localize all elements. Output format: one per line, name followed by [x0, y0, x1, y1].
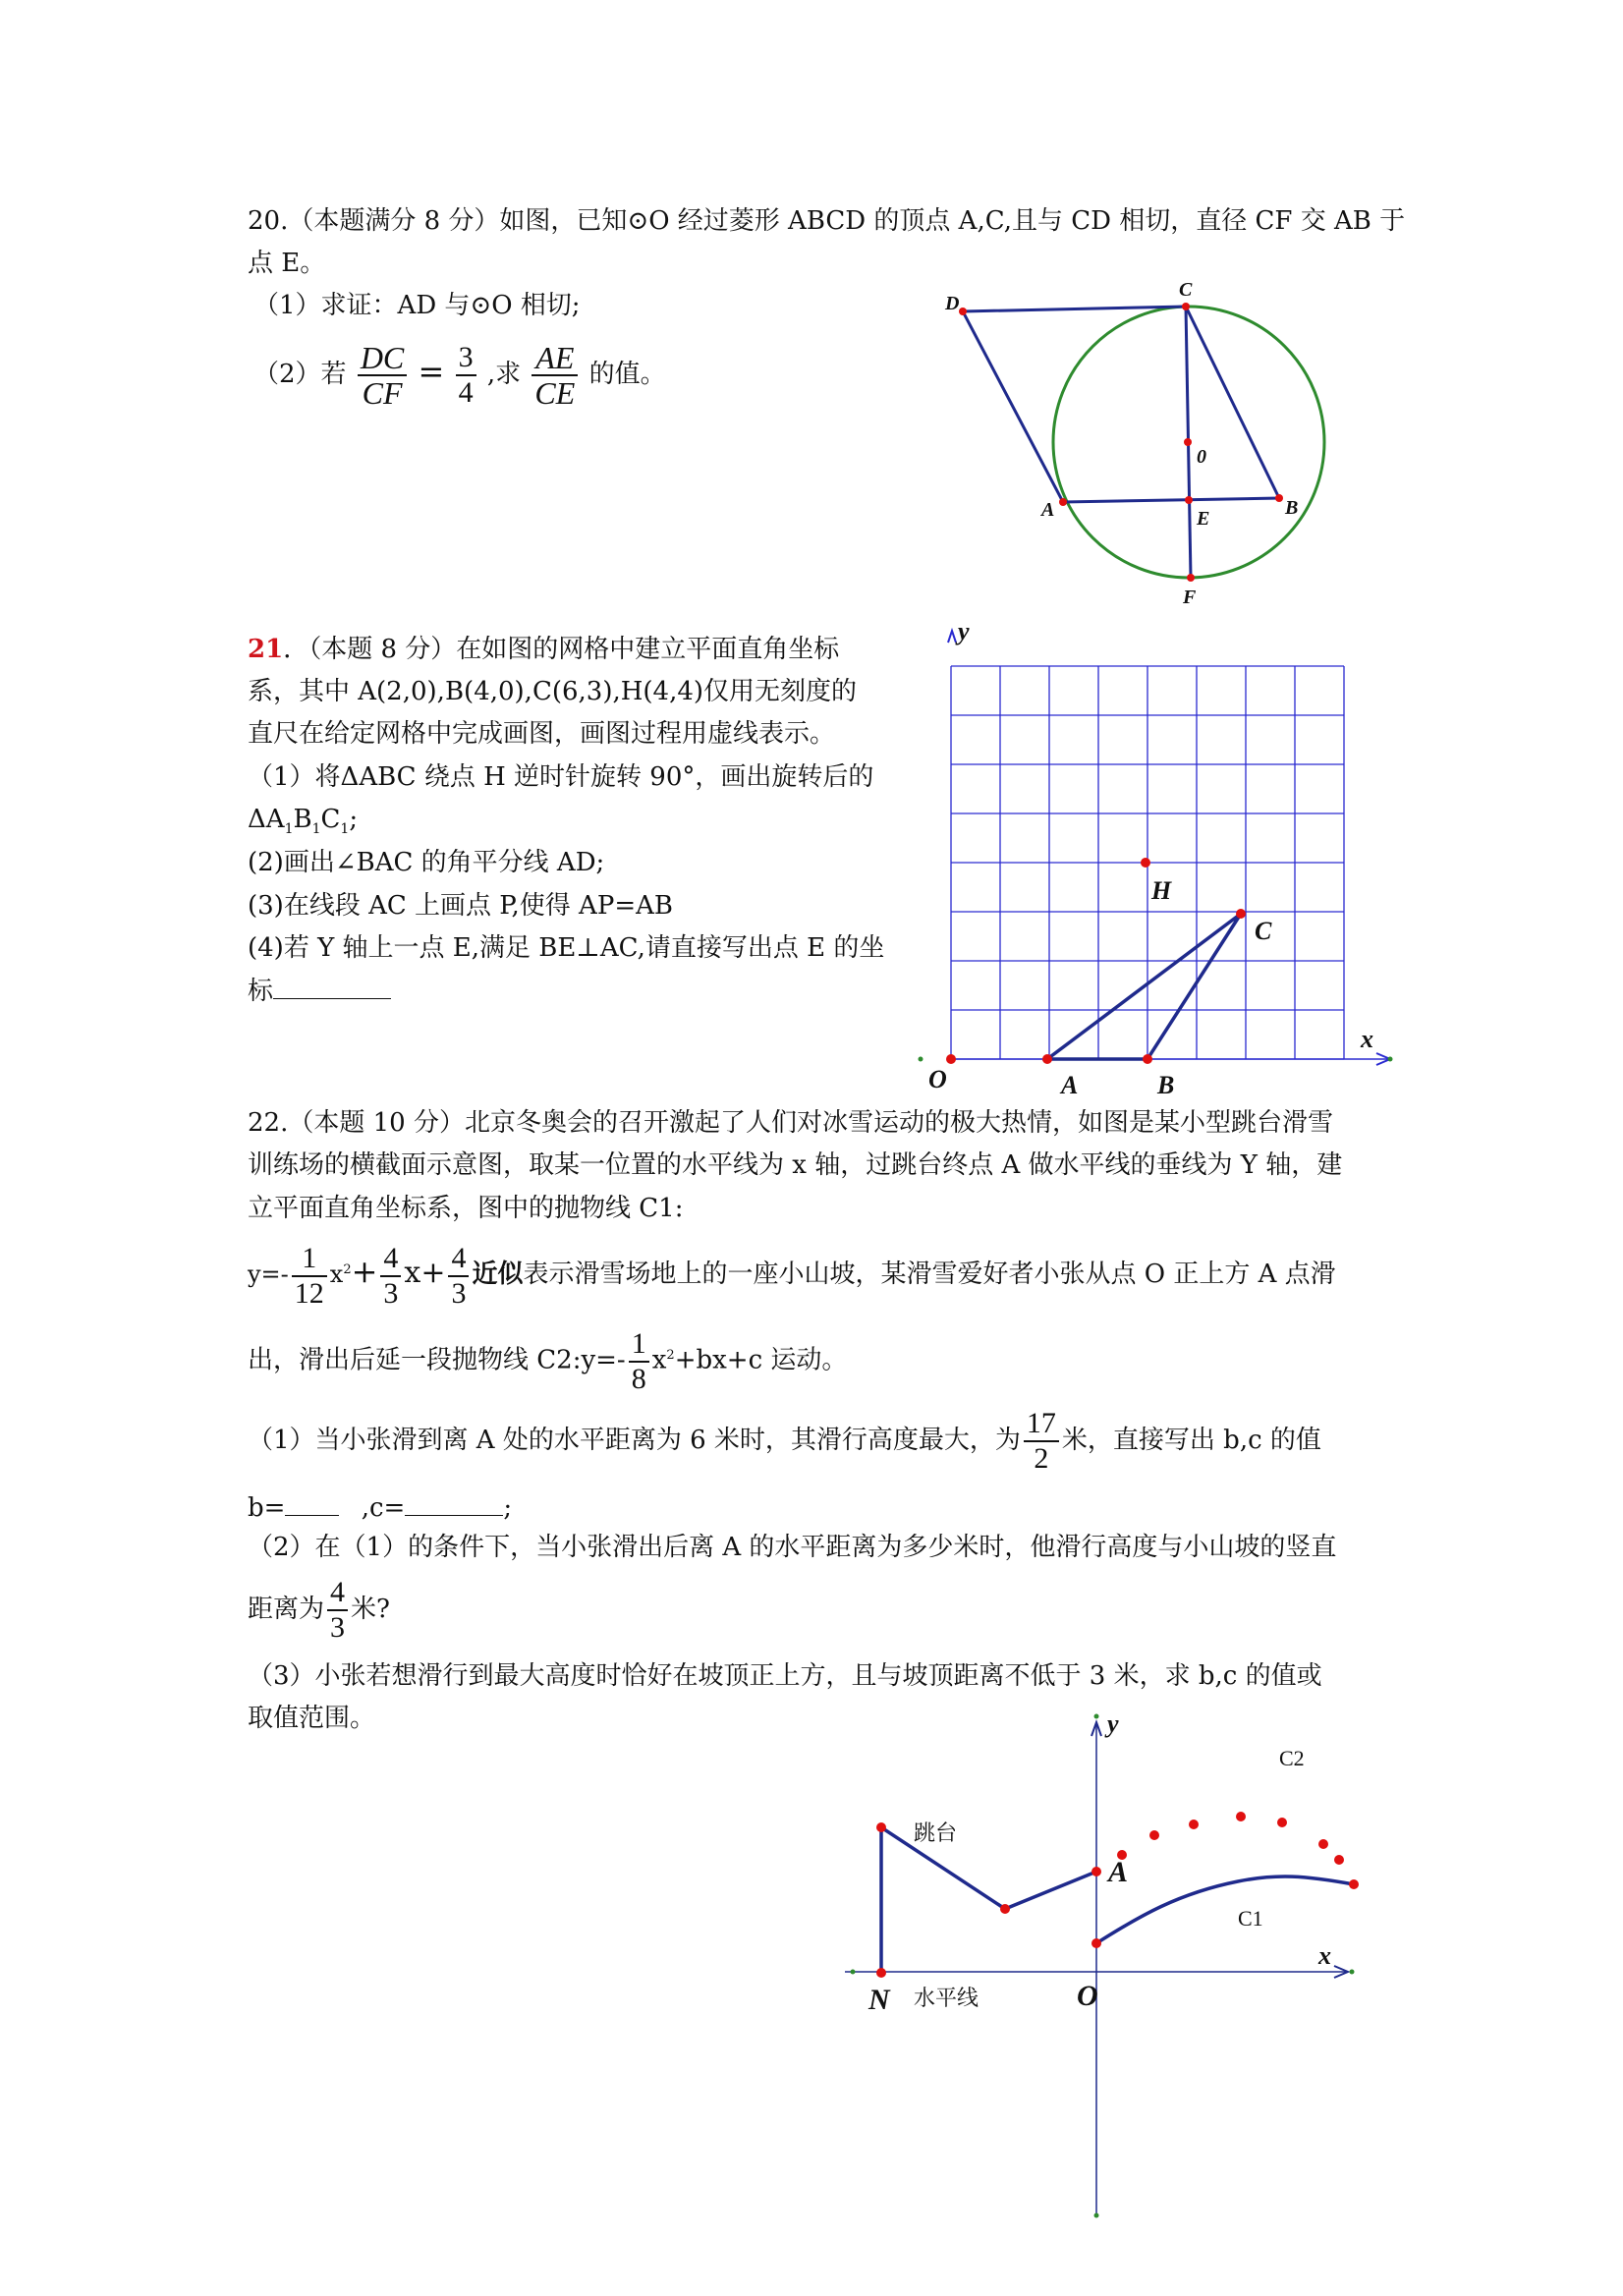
q20-line2: 点 E。 — [248, 249, 326, 278]
eq-rest-text: +bx+c 运动。 — [674, 1345, 848, 1375]
point-h — [1141, 858, 1150, 868]
answer-blank-b — [285, 1489, 339, 1516]
eq-text: 出，滑出后延一段抛物线 C2:y=- — [248, 1345, 626, 1375]
label-a: A — [1061, 1071, 1079, 1099]
q21-line3: 直尺在给定网格中完成画图，画图过程用虚线表示。 — [248, 719, 836, 749]
q22-line3: 立平面直角坐标系，图中的抛物线 C1: — [248, 1194, 684, 1223]
triangle-abc — [1047, 914, 1241, 1059]
frac-numerator: 4 — [380, 1242, 401, 1277]
answer-blank-c — [405, 1489, 503, 1516]
c2-point — [1277, 1818, 1287, 1827]
subscript: 1 — [340, 821, 350, 838]
frac-denominator: 8 — [631, 1362, 646, 1395]
superscript: 2 — [343, 1262, 352, 1277]
q21-line1-text: ．（本题 8 分）在如图的网格中建立平面直角坐标 — [283, 635, 840, 664]
q21-line2: 系，其中 A(2,0),B(4,0),C(6,3),H(4,4)仅用无刻度的 — [248, 677, 858, 706]
frac-denominator: 12 — [294, 1276, 324, 1310]
q21-line7: (3)在线段 AC 上画点 P,使得 AP=AB — [248, 891, 673, 921]
q22-equation-c1 — [248, 1229, 1336, 1316]
frac-1-8 — [629, 1327, 649, 1396]
q21-line9-text: 标 — [248, 977, 274, 1006]
point-valley — [1000, 1904, 1010, 1914]
q21-number: 21 — [248, 635, 284, 664]
point-c1-end — [1349, 1879, 1359, 1889]
frac-numerator: 4 — [448, 1242, 469, 1277]
q20-part2-prefix: （2）若 — [253, 360, 347, 389]
frac-17-2 — [1024, 1407, 1059, 1476]
q22-part2-line1: （2）在（1）的条件下，当小张滑出后离 A 的水平距离为多少米时，他滑行高度与小山坡的竖直 — [248, 1533, 1337, 1562]
point-a — [1042, 1054, 1052, 1064]
c2-point — [1149, 1830, 1159, 1840]
label-o: 0 — [1197, 446, 1206, 468]
frac-denominator: CF — [362, 375, 403, 411]
axis-end-dot — [1388, 1057, 1393, 1062]
point-a — [1091, 1867, 1101, 1876]
part2-text-b: 米? — [351, 1595, 390, 1624]
axis-end-dot — [1094, 2213, 1099, 2218]
q21-c: C — [320, 805, 341, 834]
axis-end-dot — [851, 1970, 856, 1975]
q22-line1: 22.（本题 10 分）北京冬奥会的召开激起了人们对冰雪运动的极大热情，如图是某小型跳台滑雪 — [248, 1108, 1333, 1138]
q22-part3-line2: 取值范围。 — [248, 1704, 376, 1733]
point-c1-start — [1091, 1938, 1101, 1948]
q22-part3-line1: （3）小张若想滑行到最大高度时恰好在坡顶正上方，且与坡顶距离不低于 3 米，求 b,c 的值或 — [248, 1661, 1322, 1691]
frac-denominator: 2 — [1034, 1442, 1049, 1475]
b-label: b= — [248, 1493, 286, 1523]
frac-denominator: 3 — [451, 1276, 467, 1310]
label-o: O — [1077, 1980, 1098, 2012]
curve-c1 — [1096, 1876, 1354, 1943]
y-axis-arrow-icon — [948, 631, 956, 643]
eq-x: x — [329, 1260, 344, 1288]
frac-denominator: 3 — [330, 1611, 346, 1644]
label-shuipingxian: 水平线 — [914, 1986, 979, 2010]
q21-line6: (2)画出∠BAC 的角平分线 AD; — [248, 848, 605, 877]
q20-mid-text: ,求 — [486, 360, 522, 389]
part1-text: （1）当小张滑到离 A 处的水平距离为 6 米时，其滑行高度最大，为 — [248, 1426, 1021, 1455]
q22-equation-c2 — [248, 1315, 847, 1402]
q22-part1 — [248, 1399, 1321, 1482]
frac-numerator: 3 — [456, 341, 476, 376]
frac-numerator: DC — [358, 341, 407, 376]
frac-1-12 — [292, 1242, 327, 1311]
label-d: D — [945, 293, 960, 314]
equals-sign: = — [418, 353, 445, 390]
q21-line4: （1）将ΔABC 绕点 H 逆时针旋转 90°，画出旋转后的 — [248, 762, 874, 792]
answer-blank — [273, 973, 391, 999]
q22-figure — [835, 1705, 1385, 2230]
point-o — [1184, 438, 1192, 446]
frac-4-3 — [380, 1242, 401, 1311]
q21-semicolon: ; — [349, 805, 359, 834]
frac-denominator: 4 — [458, 376, 474, 409]
frac-numerator: 1 — [292, 1242, 327, 1277]
label-h: H — [1151, 876, 1172, 905]
q20-line1: 20.（本题满分 8 分）如图，已知⊙O 经过菱形 ABCD 的顶点 A,C,且与 CD 相切，直径 CF 交 AB 于 — [248, 206, 1406, 236]
eq-x: x — [651, 1345, 667, 1375]
label-x: x — [1361, 1025, 1373, 1053]
point-a — [1059, 498, 1067, 506]
q21-line9 — [248, 972, 391, 1011]
label-o: O — [928, 1065, 947, 1093]
label-b: B — [1285, 497, 1299, 519]
frac-numerator: 1 — [629, 1327, 649, 1363]
part2-text: 距离为 — [248, 1595, 325, 1624]
point-d — [959, 308, 967, 315]
superscript: 2 — [666, 1348, 675, 1363]
axis-end-dot — [1350, 1970, 1355, 1975]
point-c — [1236, 909, 1246, 919]
q20-part2 — [253, 330, 666, 416]
q21-delta-a: ΔA — [248, 805, 285, 834]
semicolon: ; — [503, 1493, 513, 1523]
point-c — [1182, 303, 1190, 310]
label-x: x — [1318, 1941, 1331, 1970]
eq-x-plus: x+ — [404, 1256, 446, 1290]
point-n — [876, 1968, 886, 1978]
q20-frac-ae-ce — [532, 341, 578, 410]
label-c: C — [1179, 279, 1193, 301]
rhombus-abcd — [963, 307, 1279, 502]
label-f: F — [1183, 587, 1197, 608]
q22-part2-line2 — [248, 1568, 390, 1651]
label-y: y — [1107, 1709, 1119, 1738]
ski-jump-platform — [881, 1827, 1096, 1973]
axis-end-dot — [919, 1057, 923, 1062]
subscript: 1 — [284, 821, 294, 838]
c2-point — [1189, 1820, 1199, 1829]
subscript: 1 — [311, 821, 321, 838]
q20-suffix: 的值。 — [588, 360, 666, 389]
eq-text: y=- — [248, 1260, 289, 1288]
label-c1: C1 — [1238, 1906, 1263, 1931]
q21-line5 — [248, 800, 358, 849]
frac-denominator: 3 — [383, 1276, 399, 1310]
part1-text-b: 米，直接写出 b,c 的值 — [1061, 1426, 1321, 1455]
frac-numerator: 17 — [1024, 1407, 1059, 1442]
frac-4-3 — [327, 1576, 348, 1645]
q20-figure — [933, 270, 1346, 619]
label-b: B — [1157, 1071, 1175, 1099]
point-top — [876, 1822, 886, 1832]
q21-line8: (4)若 Y 轴上一点 E,满足 BE⊥AC,请直接写出点 E 的坐 — [248, 933, 885, 963]
q21-figure — [909, 614, 1400, 1110]
label-tiaotai: 跳台 — [914, 1820, 958, 1845]
frac-4-3 — [448, 1242, 469, 1311]
c2-point — [1318, 1839, 1328, 1849]
plus-sign: + — [351, 1253, 378, 1290]
label-a: A — [1041, 499, 1055, 521]
q21-b: B — [293, 805, 312, 834]
label-c2: C2 — [1279, 1746, 1305, 1770]
q20-part1: （1）求证：AD 与⊙O 相切; — [253, 291, 581, 320]
q22-part1-answers — [248, 1488, 512, 1528]
point-b — [1143, 1054, 1152, 1064]
frac-denominator: CE — [534, 375, 576, 411]
c2-point — [1236, 1812, 1246, 1821]
frac-numerator: 4 — [327, 1576, 348, 1611]
c-label: ,c= — [361, 1493, 406, 1523]
label-a: A — [1108, 1856, 1129, 1888]
bold-word: 近似 — [472, 1260, 524, 1289]
label-y: y — [958, 617, 970, 645]
c2-point — [1334, 1855, 1344, 1865]
point-e — [1185, 496, 1193, 504]
q21-line1 — [248, 630, 839, 669]
axis-end-dot — [1094, 1714, 1099, 1719]
q20-frac-3-4 — [456, 341, 476, 410]
q20-frac-dc-cf — [358, 341, 407, 410]
label-c: C — [1255, 917, 1272, 945]
frac-numerator: AE — [532, 341, 578, 376]
label-n: N — [868, 1984, 890, 2016]
label-e: E — [1197, 508, 1210, 530]
eq-rest-text: 表示滑雪场地上的一座小山坡，某滑雪爱好者小张从点 O 正上方 A 点滑 — [523, 1260, 1336, 1289]
q22-line2: 训练场的横截面示意图，取某一位置的水平线为 x 轴，过跳台终点 A 做水平线的垂线为 Y 轴，建 — [248, 1150, 1343, 1180]
point-b — [1275, 494, 1283, 502]
point-o — [946, 1054, 956, 1064]
point-f — [1187, 574, 1195, 582]
